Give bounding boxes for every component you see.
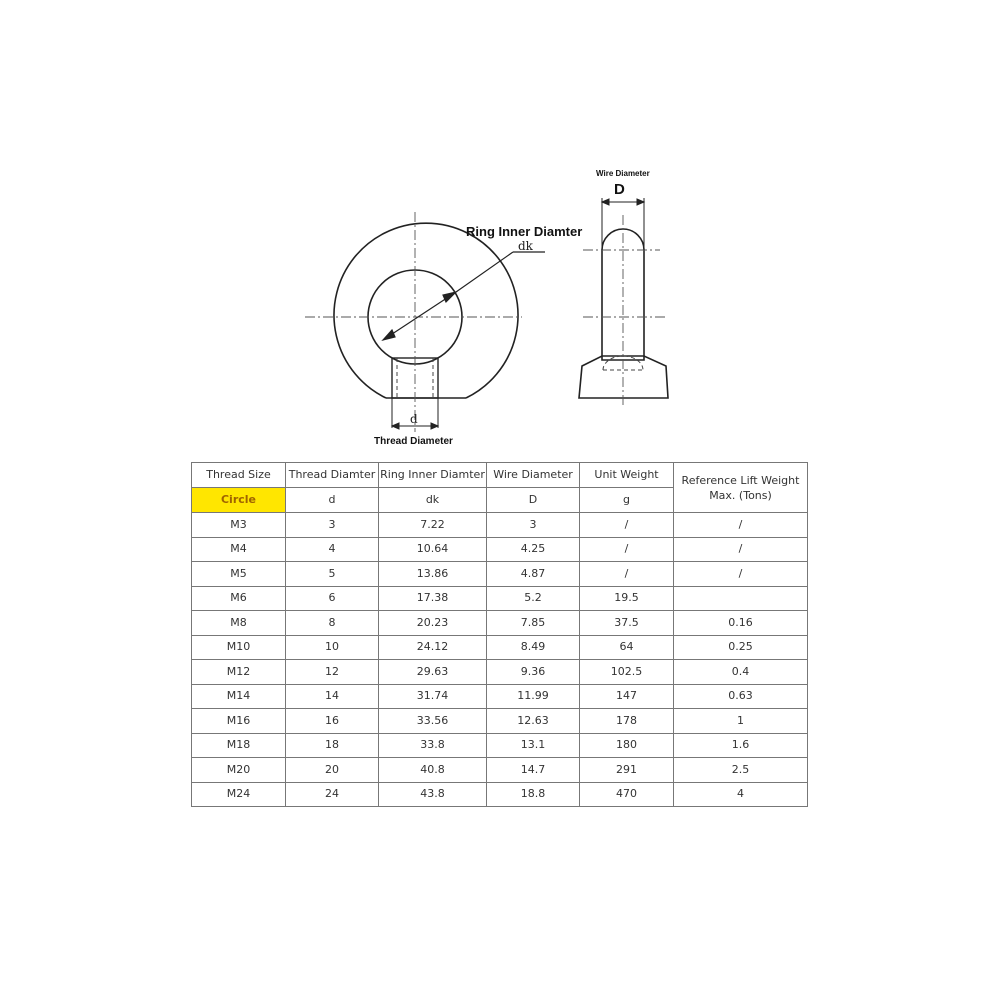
table-cell: 11.99 [487, 684, 580, 709]
table-cell: 4.25 [487, 537, 580, 562]
d-symbol: d [410, 412, 418, 426]
table-cell: M12 [192, 660, 286, 685]
table-row [192, 611, 808, 636]
table-cell: 19.5 [580, 586, 674, 611]
table-cell: / [674, 513, 808, 538]
eye-nut-diagram [0, 0, 1000, 460]
table-cell: M14 [192, 684, 286, 709]
table-cell: 178 [580, 709, 674, 734]
table-cell: M4 [192, 537, 286, 562]
table-cell: 64 [580, 635, 674, 660]
table-row [192, 733, 808, 758]
symbol-cell: dk [379, 488, 487, 513]
table-cell: 37.5 [580, 611, 674, 636]
table-cell: 9.36 [487, 660, 580, 685]
table-cell: 5.2 [487, 586, 580, 611]
reference-lift-weight-header [674, 463, 808, 513]
table-cell: 102.5 [580, 660, 674, 685]
table-row [192, 562, 808, 587]
ring-inner-diameter-label: Ring Inner Diamter [466, 224, 583, 239]
table-cell: 29.63 [379, 660, 487, 685]
table-cell: 43.8 [379, 782, 487, 807]
table-cell: / [674, 562, 808, 587]
table-cell: 4.87 [487, 562, 580, 587]
table-cell: 3 [487, 513, 580, 538]
table-cell: 12.63 [487, 709, 580, 734]
table-cell: 20 [286, 758, 379, 783]
table-cell: 0.4 [674, 660, 808, 685]
table-cell: 8 [286, 611, 379, 636]
table-cell: / [674, 537, 808, 562]
thread-diameter-label: Thread Diameter [374, 436, 453, 447]
table-cell: 3 [286, 513, 379, 538]
D-symbol: D [614, 181, 625, 198]
table-cell: 4 [286, 537, 379, 562]
header-cell: Unit Weight [580, 463, 674, 488]
header-cell: Thread Size [192, 463, 286, 488]
table-cell: 18.8 [487, 782, 580, 807]
side-view-base [579, 356, 668, 398]
table-cell: M8 [192, 611, 286, 636]
symbol-cell: d [286, 488, 379, 513]
header-cell: Ring Inner Diamter [379, 463, 487, 488]
table-cell: 2.5 [674, 758, 808, 783]
table-cell: 470 [580, 782, 674, 807]
wire-diameter-label: Wire Diameter [596, 169, 650, 178]
table-cell: 24.12 [379, 635, 487, 660]
table-cell: / [580, 562, 674, 587]
table-row [192, 635, 808, 660]
table-cell: 7.85 [487, 611, 580, 636]
table-cell: 10.64 [379, 537, 487, 562]
table-cell: 10 [286, 635, 379, 660]
table-cell: / [580, 513, 674, 538]
table-cell: 13.86 [379, 562, 487, 587]
symbol-cell: g [580, 488, 674, 513]
outer-ring-outline [334, 223, 518, 398]
dk-symbol: dk [518, 239, 533, 253]
table-cell: 147 [580, 684, 674, 709]
ref-header-line1: Reference Lift Weight [681, 473, 800, 487]
table-cell: / [580, 537, 674, 562]
table-cell: 1.6 [674, 733, 808, 758]
table-cell: 24 [286, 782, 379, 807]
table-row [192, 782, 808, 807]
table-cell: 5 [286, 562, 379, 587]
table-cell: M24 [192, 782, 286, 807]
table-row [192, 537, 808, 562]
table-cell: 0.63 [674, 684, 808, 709]
header-cell: Thread Diamter [286, 463, 379, 488]
table-cell: 14 [286, 684, 379, 709]
table-cell: M3 [192, 513, 286, 538]
table-cell: M5 [192, 562, 286, 587]
table-cell: M10 [192, 635, 286, 660]
circle-highlight-cell: Circle [192, 488, 286, 513]
table-cell: 7.22 [379, 513, 487, 538]
table-cell: 0.16 [674, 611, 808, 636]
table-row [192, 586, 808, 611]
table-cell: 12 [286, 660, 379, 685]
table-cell: 6 [286, 586, 379, 611]
table-cell: 33.8 [379, 733, 487, 758]
table-cell: 8.49 [487, 635, 580, 660]
table-cell: 31.74 [379, 684, 487, 709]
table-cell: 14.7 [487, 758, 580, 783]
table-cell: 18 [286, 733, 379, 758]
specification-table [191, 462, 808, 807]
table-row [192, 660, 808, 685]
table-header-row [192, 463, 808, 488]
table-row [192, 684, 808, 709]
table-cell: 180 [580, 733, 674, 758]
table-cell: 33.56 [379, 709, 487, 734]
ref-header-line2: Max. (Tons) [709, 488, 772, 502]
table-row [192, 513, 808, 538]
table-cell: 40.8 [379, 758, 487, 783]
symbol-cell: D [487, 488, 580, 513]
table-cell: M16 [192, 709, 286, 734]
table-row [192, 758, 808, 783]
table-cell: 0.25 [674, 635, 808, 660]
table-cell: 1 [674, 709, 808, 734]
table-cell: M20 [192, 758, 286, 783]
table-cell: 291 [580, 758, 674, 783]
table-cell: 20.23 [379, 611, 487, 636]
table-row [192, 709, 808, 734]
table-cell: 13.1 [487, 733, 580, 758]
table-cell: M18 [192, 733, 286, 758]
table-cell: 4 [674, 782, 808, 807]
table-cell: M6 [192, 586, 286, 611]
table-cell: 17.38 [379, 586, 487, 611]
table-cell [674, 586, 808, 611]
header-cell: Wire Diameter [487, 463, 580, 488]
table-cell: 16 [286, 709, 379, 734]
